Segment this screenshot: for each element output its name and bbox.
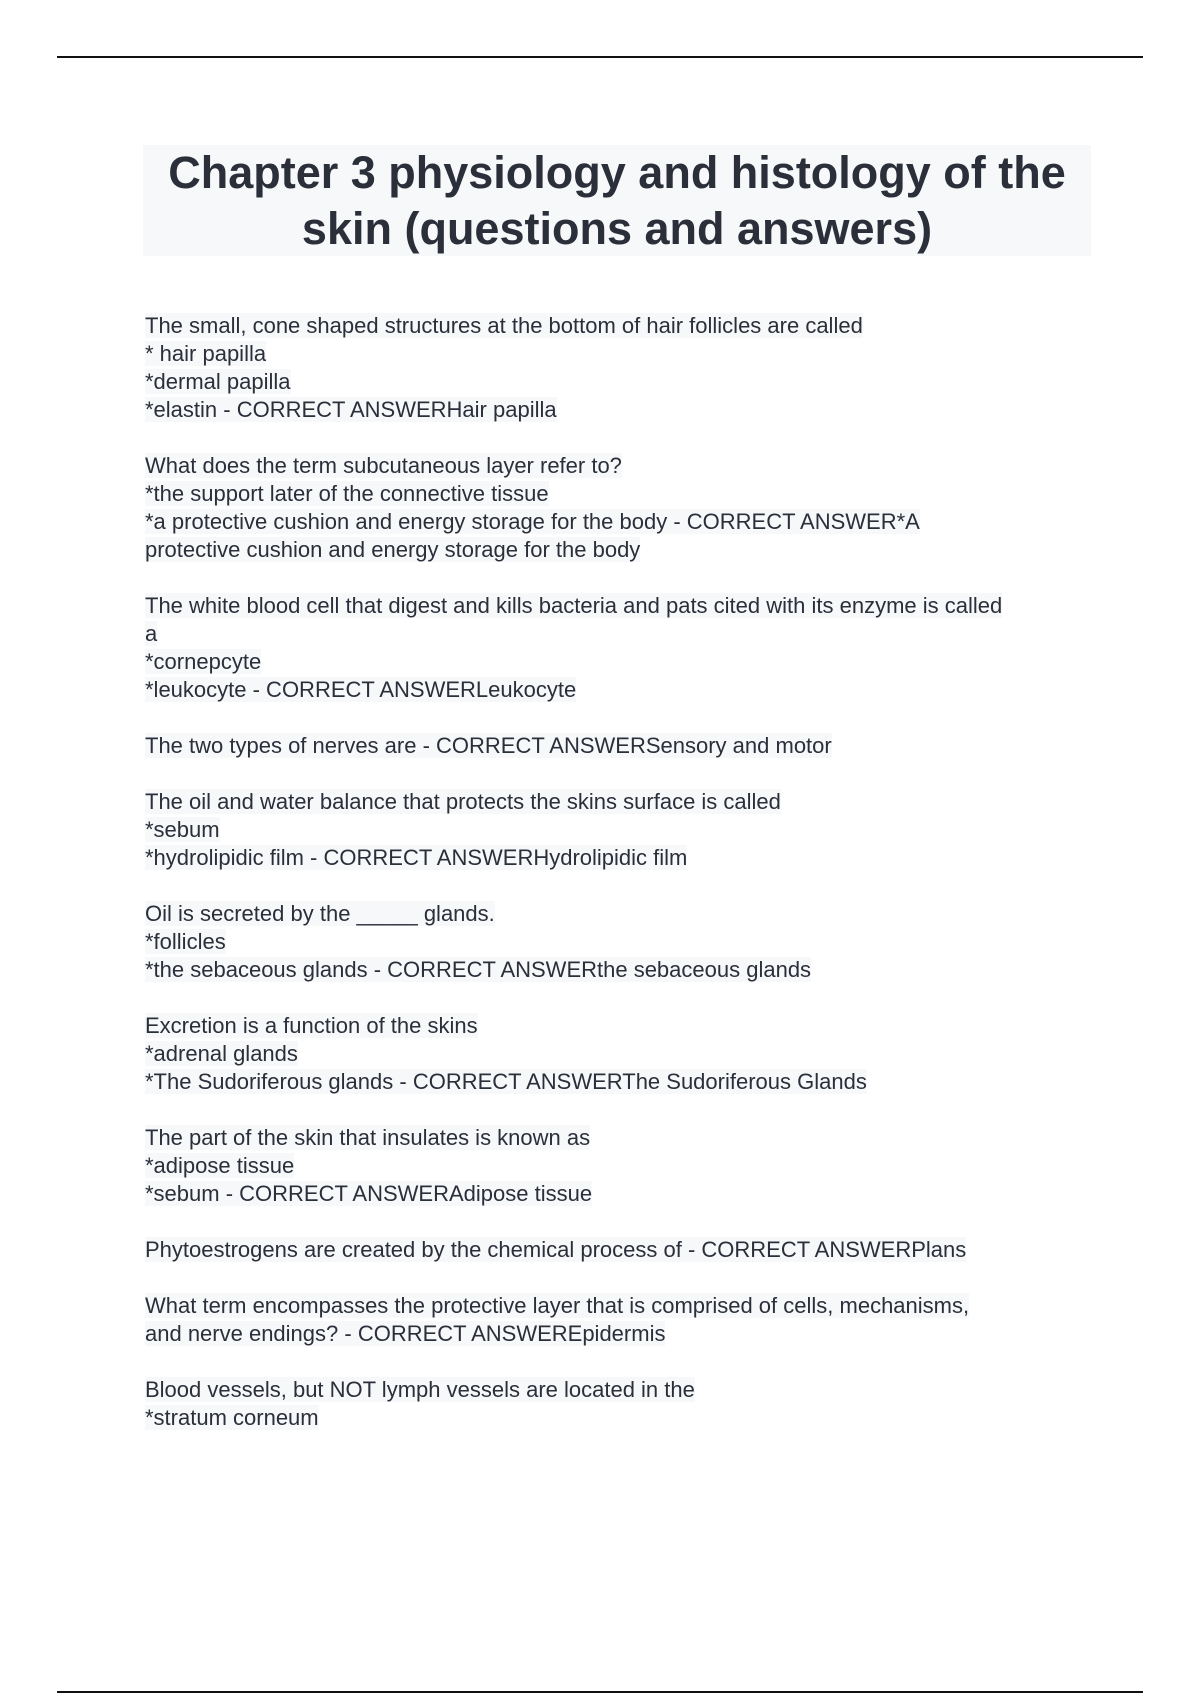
qa-line: *adrenal glands	[145, 1041, 298, 1066]
qa-item	[145, 788, 1095, 872]
qa-item	[145, 732, 1095, 760]
qa-line: *the sebaceous glands - CORRECT ANSWERthe sebaceous glands	[145, 957, 812, 982]
qa-item	[145, 452, 1095, 564]
qa-line: Phytoestrogens are created by the chemical process of - CORRECT ANSWERPlans	[145, 1237, 967, 1262]
qa-line: Excretion is a function of the skins	[145, 1013, 478, 1038]
qa-line: Blood vessels, but NOT lymph vessels are located in the	[145, 1377, 695, 1402]
qa-line: The part of the skin that insulates is known as	[145, 1125, 591, 1150]
qa-line: * hair papilla	[145, 341, 267, 366]
qa-line: protective cushion and energy storage for the body	[145, 537, 641, 562]
qa-item	[145, 1292, 1095, 1348]
bottom-rule	[57, 1691, 1143, 1693]
qa-line: The white blood cell that digest and kills bacteria and pats cited with its enzyme is called	[145, 593, 1003, 618]
qa-line: The two types of nerves are - CORRECT ANSWERSensory and motor	[145, 733, 832, 758]
top-rule	[57, 56, 1143, 58]
qa-item	[145, 312, 1095, 424]
qa-line: *adipose tissue	[145, 1153, 295, 1178]
qa-line: *dermal papilla	[145, 369, 291, 394]
qa-list	[145, 312, 1095, 1460]
qa-line: *sebum - CORRECT ANSWERAdipose tissue	[145, 1181, 593, 1206]
qa-line: *sebum	[145, 817, 220, 842]
qa-line: What does the term subcutaneous layer refer to?	[145, 453, 622, 478]
qa-line: *elastin - CORRECT ANSWERHair papilla	[145, 397, 557, 422]
qa-line: The oil and water balance that protects the skins surface is called	[145, 789, 781, 814]
qa-line: *stratum corneum	[145, 1405, 319, 1430]
qa-item	[145, 1012, 1095, 1096]
qa-line: and nerve endings? - CORRECT ANSWEREpidermis	[145, 1321, 666, 1346]
title-box	[143, 145, 1091, 256]
qa-line: *follicles	[145, 929, 226, 954]
qa-item	[145, 1236, 1095, 1264]
qa-line: *leukocyte - CORRECT ANSWERLeukocyte	[145, 677, 577, 702]
qa-line: The small, cone shaped structures at the bottom of hair follicles are called	[145, 313, 863, 338]
document-title: Chapter 3 physiology and histology of the skin (questions and answers)	[168, 146, 1066, 254]
qa-item	[145, 592, 1095, 704]
qa-item	[145, 900, 1095, 984]
qa-line: Oil is secreted by the _____ glands.	[145, 901, 495, 926]
qa-line: What term encompasses the protective layer that is comprised of cells, mechanisms,	[145, 1293, 970, 1318]
qa-line: *hydrolipidic film - CORRECT ANSWERHydrolipidic film	[145, 845, 688, 870]
qa-line: *cornepcyte	[145, 649, 262, 674]
qa-item	[145, 1376, 1095, 1432]
qa-line: *the support later of the connective tissue	[145, 481, 549, 506]
qa-line: a	[145, 621, 158, 646]
qa-line: *The Sudoriferous glands - CORRECT ANSWERThe Sudoriferous Glands	[145, 1069, 867, 1094]
qa-item	[145, 1124, 1095, 1208]
qa-line: *a protective cushion and energy storage for the body - CORRECT ANSWER*A	[145, 509, 920, 534]
